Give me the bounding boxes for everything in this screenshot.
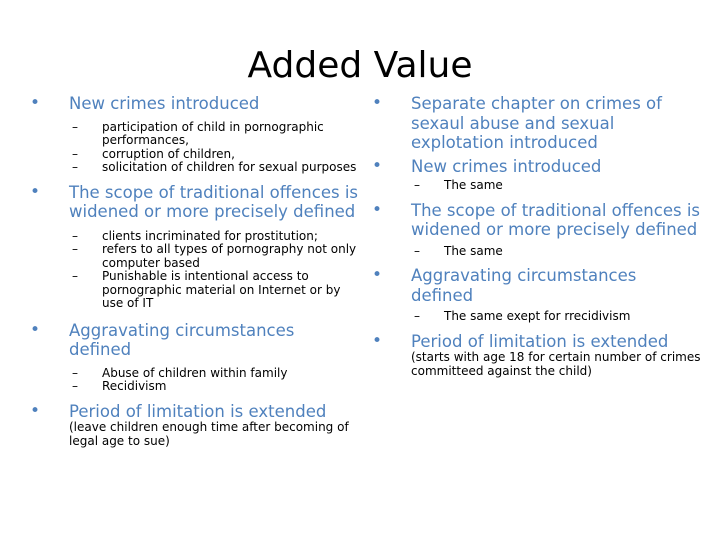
bullet-dot-icon: • [372, 199, 383, 220]
bullet-label: Period of limitation is extended [411, 331, 669, 351]
bullet-scope-widened [30, 183, 360, 222]
bullet-label: New crimes introduced [411, 156, 602, 176]
right-column [372, 94, 702, 378]
sub-item [372, 179, 702, 193]
bullet-limitation [30, 402, 360, 422]
bullet-dot-icon: • [30, 319, 41, 340]
sub-item [372, 310, 702, 324]
sub-item-text: participation of child in pornographic performances, [102, 119, 324, 147]
dash-icon: – [414, 309, 420, 323]
sub-item [30, 367, 360, 381]
bullet-label: Aggravating circumstances defined [411, 266, 637, 305]
sub-item [372, 245, 702, 259]
bullet-aggravating [372, 266, 702, 305]
dash-icon: – [72, 365, 78, 380]
dash-icon: – [72, 228, 78, 243]
dash-icon: – [414, 243, 420, 258]
dash-icon: – [72, 379, 78, 393]
bullet-dot-icon: • [372, 330, 383, 351]
sub-item-text: Punishable is intentional access to pornographic material on Internet or by use of IT [102, 269, 341, 310]
sub-item-text: The same [444, 243, 503, 258]
sub-item-text: corruption of children, [102, 146, 235, 161]
bullet-label: Aggravating circumstances defined [69, 320, 295, 359]
dash-icon: – [72, 119, 78, 134]
bullet-dot-icon: • [30, 181, 41, 202]
bullet-dot-icon: • [30, 400, 41, 421]
bullet-dot-icon: • [372, 155, 383, 176]
sub-item-text: The same exept for rrecidivism [444, 309, 631, 323]
bullet-dot-icon: • [372, 93, 383, 113]
bullet-label: Separate chapter on crimes of sexaul abuse and sexual explotation introduced [411, 94, 662, 152]
sub-item-text: clients incriminated for prostitution; [102, 228, 318, 243]
bullet-dot-icon: • [372, 265, 383, 285]
sub-item [30, 230, 360, 244]
note-text: (starts with age 18 for certain number of crimes committeed against the child) [411, 350, 701, 378]
bullet-label: New crimes introduced [69, 94, 260, 113]
sub-item [30, 270, 360, 311]
note-text: (leave children enough time after becoming of legal age to sue) [69, 420, 349, 448]
dash-icon: – [72, 160, 78, 174]
sub-item [30, 243, 360, 270]
dash-icon: – [72, 146, 78, 161]
left-column [30, 94, 360, 448]
sub-item-text: Abuse of children within family [102, 365, 288, 380]
dash-icon: – [414, 178, 420, 192]
bullet-separate-chapter [372, 94, 702, 153]
sub-item-text: refers to all types of pornography not only computer based [102, 242, 357, 270]
sub-item-text: Recidivism [102, 379, 167, 393]
bullet-limitation [372, 332, 702, 352]
sub-item-text: The same [444, 178, 503, 192]
bullet-label: The scope of traditional offences is widened or more precisely defined [411, 200, 700, 239]
sub-item-text: solicitation of children for sexual purposes [102, 160, 357, 174]
bullet-new-crimes [30, 94, 360, 114]
sub-item [30, 380, 360, 394]
sub-item [30, 121, 360, 148]
bullet-new-crimes [372, 157, 702, 177]
sub-item [30, 148, 360, 162]
bullet-scope-widened [372, 201, 702, 240]
bullet-label: The scope of traditional offences is widened or more precisely defined [69, 182, 358, 221]
bullet-dot-icon: • [30, 93, 41, 113]
bullet-aggravating [30, 321, 360, 360]
bullet-label: Period of limitation is extended [69, 401, 327, 421]
slide-title: Added Value [247, 45, 473, 86]
sub-item [30, 161, 360, 175]
dash-icon: – [72, 242, 78, 256]
dash-icon: – [72, 269, 78, 283]
